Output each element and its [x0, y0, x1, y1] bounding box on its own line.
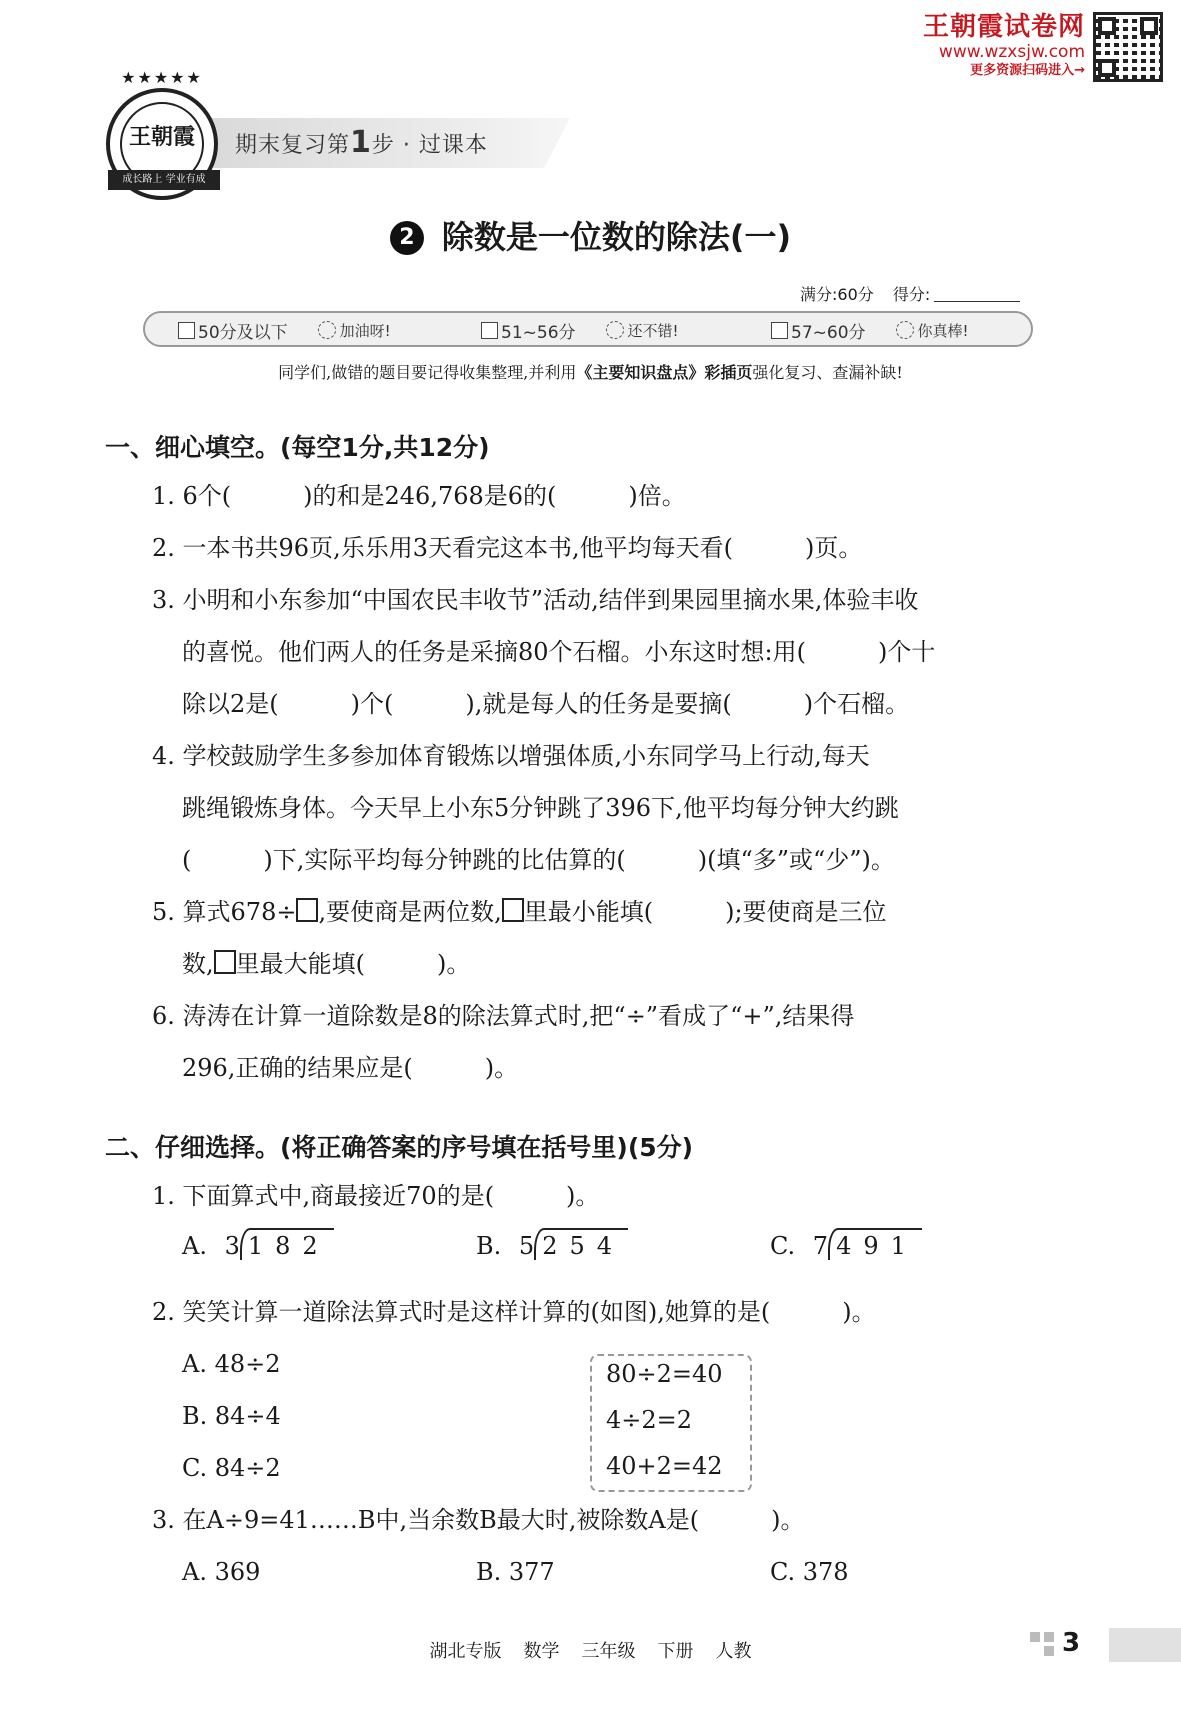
calculation-figure: 80÷2=40 4÷2=2 40+2=42	[590, 1354, 752, 1492]
brand-name: 王朝霞试卷网	[922, 12, 1085, 42]
question-1-3-line3: 除以2是( )个( ),就是每人的任务是要摘( )个石榴。	[182, 690, 910, 718]
smiley-icon	[606, 321, 624, 339]
smiley-icon	[896, 321, 914, 339]
option-b[interactable]: B. 377	[476, 1558, 555, 1586]
question-1-5: 5. 算式678÷ ,要使商是两位数, 里最小能填( );要使商是三位	[152, 898, 887, 926]
question-1-4-line2: 跳绳锻炼身体。今天早上小东5分钟跳了396下,他平均每分钟大约跳	[182, 794, 899, 822]
question-1-6-line2: 296,正确的结果应是( )。	[182, 1054, 519, 1082]
question-2-1: 1. 下面算式中,商最接近70的是( )。	[152, 1182, 600, 1210]
question-1-1: 1. 6个( )的和是246,768是6的( )倍。	[152, 482, 686, 510]
brand-url[interactable]: www.wzxsjw.com	[938, 42, 1085, 62]
option-a-long-division[interactable]: A. 3 182	[182, 1228, 334, 1260]
blank-box[interactable]	[502, 898, 524, 922]
lesson-title-text: 除数是一位数的除法(一)	[441, 218, 792, 256]
question-1-3-line2: 的喜悦。他们两人的任务是采摘80个石榴。小东这时想:用( )个十	[182, 638, 936, 666]
page-bar	[1109, 1628, 1181, 1662]
question-1-5-line2: 数, 里最大能填( )。	[182, 950, 471, 978]
question-2-3: 3. 在A÷9=41……B中,当余数B最大时,被除数A是( )。	[152, 1506, 805, 1534]
lesson-number-badge: 2	[390, 221, 424, 255]
option-a[interactable]: A. 369	[182, 1558, 261, 1586]
question-2-2: 2. 笑笑计算一道除法算式时是这样计算的(如图),她算的是( )。	[152, 1298, 876, 1326]
option-a[interactable]: A. 48÷2	[182, 1350, 281, 1378]
option-c[interactable]: C. 378	[770, 1558, 849, 1586]
qr-code-icon[interactable]	[1093, 12, 1163, 82]
grade-item-mid: 51~56分 还不错!	[481, 319, 679, 341]
grade-checkbox[interactable]	[771, 322, 788, 339]
grade-bar	[143, 311, 1033, 347]
blank-box[interactable]	[214, 950, 236, 974]
page-decoration-icon	[1030, 1632, 1056, 1658]
section-1-title: 一、细心填空。(每空1分,共12分)	[105, 433, 490, 462]
option-c[interactable]: C. 84÷2	[182, 1454, 281, 1482]
section-2-title: 二、仔细选择。(将正确答案的序号填在括号里)(5分)	[105, 1133, 694, 1162]
score-blank[interactable]	[934, 285, 1020, 302]
option-b[interactable]: B. 84÷4	[182, 1402, 281, 1430]
brand-more-text: 更多资源扫码进入→	[970, 63, 1085, 78]
question-1-2: 2. 一本书共96页,乐乐用3天看完这本书,他平均每天看( )页。	[152, 534, 863, 562]
grade-item-high: 57~60分 你真棒!	[771, 319, 969, 341]
score-label: 得分:	[892, 285, 931, 304]
brand-seal-logo: ★★★★★ 王朝霞 成长路上 学业有成	[106, 88, 218, 200]
lesson-title	[0, 212, 1181, 258]
study-tip: 同学们,做错的题目要记得收集整理,并利用《主要知识盘点》彩插页强化复习、查漏补缺!	[278, 363, 903, 382]
question-1-6: 6. 涛涛在计算一道除数是8的除法算式时,把“÷”看成了“+”,结果得	[152, 1002, 855, 1030]
banner-title: 期末复习第1步 · 过课本	[235, 125, 488, 160]
option-c-long-division[interactable]: C. 7 491	[770, 1228, 922, 1260]
option-b-long-division[interactable]: B. 5 254	[476, 1228, 628, 1260]
footer: 湖北专版 数学 三年级 下册 人教	[429, 1641, 752, 1662]
blank-box[interactable]	[296, 898, 318, 922]
grade-item-low: 50分及以下 加油呀!	[178, 319, 391, 341]
question-1-4-line3: ( )下,实际平均每分钟跳的比估算的( )(填“多”或“少”)。	[182, 846, 895, 874]
score-line	[800, 282, 1020, 305]
full-score: 满分:60分	[800, 285, 874, 304]
grade-checkbox[interactable]	[481, 322, 498, 339]
question-1-4: 4. 学校鼓励学生多参加体育锻炼以增强体质,小东同学马上行动,每天	[152, 742, 870, 770]
brand-block	[845, 12, 1085, 82]
question-1-3: 3. 小明和小东参加“中国农民丰收节”活动,结伴到果园里摘水果,体验丰收	[152, 586, 919, 614]
smiley-icon	[318, 321, 336, 339]
stars-icon: ★★★★★	[121, 68, 203, 87]
page-number: 3	[1062, 1628, 1081, 1658]
grade-checkbox[interactable]	[178, 322, 195, 339]
